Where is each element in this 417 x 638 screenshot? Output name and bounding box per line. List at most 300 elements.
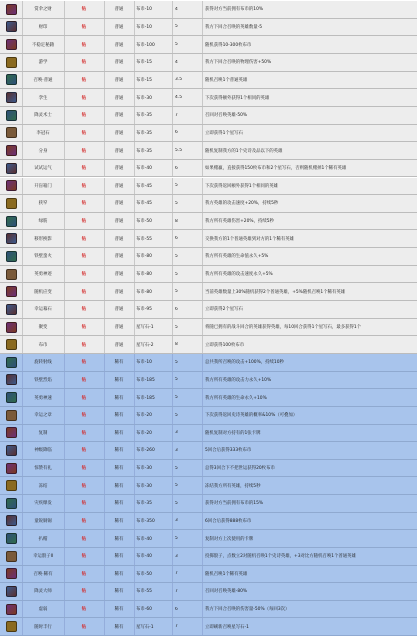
column-divider xyxy=(134,389,135,406)
card-mark: 钻 xyxy=(81,624,87,630)
table-row xyxy=(0,248,417,266)
card-art-icon xyxy=(6,163,17,174)
table-row xyxy=(0,460,417,478)
card-description: 总得3回合下不把世运获得20枚布币 xyxy=(205,466,275,472)
table-row xyxy=(0,407,417,425)
card-description: 我方所有英雄的生命永久+10% xyxy=(205,395,267,401)
card-mark: 钻 xyxy=(81,289,87,295)
card-name: 幸运骰子Ⅱ xyxy=(33,554,53,560)
column-divider xyxy=(64,266,65,283)
column-divider xyxy=(104,618,105,635)
column-divider xyxy=(64,407,65,424)
card-rarity: 普通 xyxy=(114,289,124,295)
column-divider xyxy=(22,442,23,459)
column-divider xyxy=(64,530,65,547)
card-rarity: 普通 xyxy=(114,7,124,13)
column-divider xyxy=(22,407,23,424)
card-icon-cell xyxy=(0,127,22,138)
column-divider xyxy=(202,372,203,389)
column-divider xyxy=(172,178,173,195)
card-price: 布币-80 xyxy=(136,254,152,260)
card-mark: 钻 xyxy=(81,24,87,30)
column-divider xyxy=(64,618,65,635)
column-divider xyxy=(134,248,135,265)
card-level: 5 xyxy=(175,500,178,506)
card-name: 分身 xyxy=(38,148,48,154)
column-divider xyxy=(134,195,135,212)
card-level: 3.5 xyxy=(175,77,182,83)
column-divider xyxy=(134,283,135,300)
card-mark: 钻 xyxy=(81,360,87,366)
card-level: 5 xyxy=(175,271,178,277)
card-name: 扒帽 xyxy=(38,536,48,542)
card-mark: 钻 xyxy=(81,554,87,560)
card-rarity: 普通 xyxy=(114,342,124,348)
column-divider xyxy=(202,530,203,547)
column-divider xyxy=(22,336,23,353)
card-level: 7 xyxy=(175,571,178,577)
column-divider xyxy=(202,548,203,565)
column-divider xyxy=(134,566,135,583)
card-mark: 钻 xyxy=(81,377,87,383)
card-name: 召唤·普通 xyxy=(33,77,53,83)
column-divider xyxy=(22,213,23,230)
card-icon-cell xyxy=(0,92,22,103)
card-description: 我方下回合召唤的英雄数量-5 xyxy=(205,24,263,30)
card-price: 布币-30 xyxy=(136,95,152,101)
column-divider xyxy=(172,89,173,106)
card-price: 布币-50 xyxy=(136,219,152,225)
column-divider xyxy=(64,19,65,36)
card-art-icon xyxy=(6,251,17,262)
column-divider xyxy=(202,583,203,600)
column-divider xyxy=(134,1,135,18)
card-name: 幸运幕石 xyxy=(34,307,52,313)
card-mark: 钻 xyxy=(81,501,87,507)
card-rarity: 稀有 xyxy=(114,448,124,454)
card-mark: 钻 xyxy=(81,219,87,225)
card-level: 6 xyxy=(175,606,178,612)
card-rarity: 普通 xyxy=(114,95,124,101)
column-divider xyxy=(104,477,105,494)
column-divider xyxy=(202,142,203,159)
card-icon-cell xyxy=(0,269,22,280)
card-art-icon xyxy=(6,374,17,385)
card-mark: 钻 xyxy=(81,413,87,419)
card-icon-cell xyxy=(0,410,22,421)
card-description: 立即获得100枚布币 xyxy=(205,342,245,348)
table-row xyxy=(0,195,417,213)
column-divider xyxy=(22,460,23,477)
card-level: 8 xyxy=(175,342,178,348)
card-level: 6 xyxy=(175,165,178,171)
column-divider xyxy=(134,460,135,477)
card-description: 我方英雄的攻击速度+20%，持续5秒 xyxy=(205,201,279,207)
card-price: 布币-40 xyxy=(136,166,152,172)
column-divider xyxy=(64,354,65,371)
card-icon-cell xyxy=(0,357,22,368)
card-name: 聚变 xyxy=(38,325,48,330)
column-divider xyxy=(64,477,65,494)
column-divider xyxy=(104,248,105,265)
card-rarity: 稀有 xyxy=(114,430,124,436)
card-price: 布币-55 xyxy=(136,236,152,242)
card-mark: 钻 xyxy=(81,395,87,401)
column-divider xyxy=(22,1,23,18)
column-divider xyxy=(172,583,173,600)
card-price: 布币-20 xyxy=(136,413,152,419)
column-divider xyxy=(104,460,105,477)
column-divider xyxy=(64,495,65,512)
card-description: 我方所有英雄的攻击速度永久+5% xyxy=(205,272,273,278)
table-row xyxy=(0,107,417,125)
card-icon-cell xyxy=(0,551,22,562)
table-row xyxy=(0,477,417,495)
card-price: 布币-10 xyxy=(136,24,152,30)
card-name: 移形换影 xyxy=(34,236,52,242)
card-rarity: 稀有 xyxy=(114,536,124,542)
card-level: 5 xyxy=(175,24,178,30)
column-divider xyxy=(202,178,203,195)
column-divider xyxy=(64,566,65,583)
card-art-icon xyxy=(6,145,17,156)
column-divider xyxy=(134,230,135,247)
card-art-icon xyxy=(6,198,17,209)
card-level: 7 xyxy=(175,588,178,594)
card-art-icon xyxy=(6,269,17,280)
column-divider xyxy=(172,372,173,389)
card-rarity: 普通 xyxy=(114,113,124,119)
card-level: 8 xyxy=(175,218,178,224)
card-name: 赏伞之财 xyxy=(34,7,52,13)
card-name: 狭窄 xyxy=(38,201,48,207)
table-row xyxy=(0,354,417,372)
column-divider xyxy=(134,495,135,512)
column-divider xyxy=(64,248,65,265)
card-art-icon xyxy=(6,216,17,227)
card-price: 布币-185 xyxy=(136,377,155,383)
column-divider xyxy=(22,266,23,283)
column-divider xyxy=(202,230,203,247)
card-icon-cell xyxy=(0,74,22,85)
column-divider xyxy=(172,301,173,318)
column-divider xyxy=(202,407,203,424)
card-art-icon xyxy=(6,480,17,491)
column-divider xyxy=(172,195,173,212)
card-rarity: 普通 xyxy=(114,254,124,260)
column-divider xyxy=(134,301,135,318)
column-divider xyxy=(134,19,135,36)
column-divider xyxy=(104,548,105,565)
column-divider xyxy=(134,372,135,389)
column-divider xyxy=(104,266,105,283)
card-description: 立即获得2个星写石 xyxy=(205,307,243,313)
table-row xyxy=(0,319,417,337)
card-level: 4.5 xyxy=(175,95,182,101)
column-divider xyxy=(22,601,23,618)
card-description: 当前英雄数量上30%随机获得2个普通英雄，+5%随机召唤1个稀有英雄 xyxy=(205,289,346,295)
card-price: 布币-60 xyxy=(136,607,152,613)
column-divider xyxy=(104,19,105,36)
column-divider xyxy=(202,107,203,124)
table-row xyxy=(0,36,417,54)
column-divider xyxy=(64,107,65,124)
card-price: 布币-80 xyxy=(136,272,152,278)
column-divider xyxy=(134,142,135,159)
card-art-icon xyxy=(6,92,17,103)
column-divider xyxy=(22,36,23,53)
column-divider xyxy=(104,566,105,583)
column-divider xyxy=(104,530,105,547)
card-description: 随机召唤1个稀有英雄 xyxy=(205,571,248,577)
column-divider xyxy=(202,618,203,635)
column-divider xyxy=(64,372,65,389)
card-description: 召回对召唤英雄-80% xyxy=(205,589,248,595)
card-level: 5 xyxy=(175,183,178,189)
card-level: 5 xyxy=(175,324,178,330)
column-divider xyxy=(202,319,203,336)
card-rarity: 普通 xyxy=(114,130,124,136)
column-divider xyxy=(22,195,23,212)
column-divider xyxy=(104,372,105,389)
card-name: 惊赞有礼 xyxy=(34,466,52,472)
column-divider xyxy=(64,336,65,353)
column-divider xyxy=(104,389,105,406)
column-divider xyxy=(172,125,173,142)
card-name: 试试运气 xyxy=(34,166,52,172)
card-description: 随机复制我方的1个史诗及品以下的英雄 xyxy=(205,148,283,154)
column-divider xyxy=(64,601,65,618)
card-rarity: 稀有 xyxy=(114,607,124,613)
column-divider xyxy=(172,389,173,406)
card-mark: 钻 xyxy=(81,183,87,189)
column-divider xyxy=(202,601,203,618)
column-divider xyxy=(22,513,23,530)
column-divider xyxy=(172,230,173,247)
column-divider xyxy=(134,548,135,565)
column-divider xyxy=(134,477,135,494)
card-name: 游学 xyxy=(38,60,48,66)
card-name: 神级降临 xyxy=(34,448,52,454)
column-divider xyxy=(22,618,23,635)
card-mark: 钻 xyxy=(81,95,87,101)
card-level: 4 xyxy=(175,6,178,12)
card-name: 英勇神迹 xyxy=(34,272,52,278)
table-row xyxy=(0,372,417,390)
column-divider xyxy=(22,372,23,389)
card-price: 星写石-1 xyxy=(136,624,154,630)
card-level: 6 xyxy=(175,236,178,242)
card-rarity: 普通 xyxy=(114,183,124,189)
card-price: 布币-40 xyxy=(136,554,152,560)
column-divider xyxy=(104,178,105,195)
column-divider xyxy=(64,36,65,53)
card-rarity: 普通 xyxy=(114,24,124,30)
card-mark: 钻 xyxy=(81,483,87,489)
card-name: 童锐铜锡 xyxy=(34,518,52,524)
column-divider xyxy=(64,72,65,89)
card-name: 铁壁烈焰 xyxy=(34,377,52,383)
card-mark: 钻 xyxy=(81,60,87,66)
card-rarity: 稀有 xyxy=(114,377,124,383)
column-divider xyxy=(64,125,65,142)
card-mark: 钻 xyxy=(81,130,87,136)
column-divider xyxy=(172,266,173,283)
card-description: 我方下回合召唤的伤害量-50%（每回3次） xyxy=(205,607,290,613)
column-divider xyxy=(134,89,135,106)
card-price: 布币-35 xyxy=(136,113,152,119)
card-price: 布币-80 xyxy=(136,289,152,295)
column-divider xyxy=(172,354,173,371)
card-name: 李冠石 xyxy=(36,130,50,136)
card-art-icon xyxy=(6,515,17,526)
card-icon-cell xyxy=(0,39,22,50)
column-divider xyxy=(134,319,135,336)
card-rarity: 稀有 xyxy=(114,501,124,507)
card-icon-cell xyxy=(0,251,22,262)
column-divider xyxy=(104,107,105,124)
column-divider xyxy=(202,513,203,530)
card-description: 我方所有英雄伤害+20%，持续5秒 xyxy=(205,219,274,225)
card-mark: 钻 xyxy=(81,342,87,348)
card-art-icon xyxy=(6,74,17,85)
column-divider xyxy=(22,248,23,265)
card-mark: 钻 xyxy=(81,166,87,172)
card-price: 布币-35 xyxy=(136,501,152,507)
card-icon-cell xyxy=(0,339,22,350)
column-divider xyxy=(22,160,23,177)
column-divider xyxy=(64,230,65,247)
column-divider xyxy=(22,283,23,300)
card-level: 5 xyxy=(175,412,178,418)
column-divider xyxy=(104,230,105,247)
card-art-icon xyxy=(6,4,17,15)
card-level: 5 xyxy=(175,253,178,259)
card-mark: 钻 xyxy=(81,466,87,472)
card-mark: 钻 xyxy=(81,430,87,436)
column-divider xyxy=(172,248,173,265)
card-price: 布币-20 xyxy=(136,430,152,436)
card-name: 英勇神速 xyxy=(34,395,52,401)
column-divider xyxy=(134,213,135,230)
column-divider xyxy=(202,283,203,300)
card-price: 布币-45 xyxy=(136,183,152,189)
card-rarity: 稀有 xyxy=(114,571,124,577)
card-mark: 钻 xyxy=(81,589,87,595)
table-row xyxy=(0,389,417,407)
card-icon-cell xyxy=(0,216,22,227)
column-divider xyxy=(64,178,65,195)
card-name: 冻结 xyxy=(38,483,48,489)
column-divider xyxy=(134,266,135,283)
card-level: 5.5 xyxy=(175,148,182,153)
card-level: 3 xyxy=(175,430,178,436)
column-divider xyxy=(64,319,65,336)
card-icon-cell xyxy=(0,110,22,121)
column-divider xyxy=(64,442,65,459)
column-divider xyxy=(172,477,173,494)
column-divider xyxy=(202,195,203,212)
card-description: 我方下回合召唤的物理伤害+50% xyxy=(205,60,272,66)
card-level: 5 xyxy=(175,377,178,383)
card-art-icon xyxy=(6,110,17,121)
column-divider xyxy=(202,477,203,494)
card-mark: 钻 xyxy=(81,148,87,154)
card-rarity: 稀有 xyxy=(114,360,124,366)
card-description: 交换我方的1个普通英雄到对方的1个稀有英雄 xyxy=(205,236,295,242)
column-divider xyxy=(134,425,135,442)
card-mark: 钻 xyxy=(81,448,87,454)
card-rarity: 普通 xyxy=(114,201,124,207)
card-rarity: 普通 xyxy=(114,325,124,330)
card-price: 布币-100 xyxy=(136,42,155,48)
card-rarity: 普通 xyxy=(114,219,124,225)
column-divider xyxy=(64,89,65,106)
card-icon-cell xyxy=(0,498,22,509)
card-description: 下次获得返回额外获得1个相同的英雄 xyxy=(205,183,279,189)
card-icon-cell xyxy=(0,533,22,544)
card-price: 布币-10 xyxy=(136,7,152,13)
table-row xyxy=(0,178,417,196)
column-divider xyxy=(134,601,135,618)
column-divider xyxy=(202,389,203,406)
card-level: 5 xyxy=(175,465,178,471)
table-row xyxy=(0,213,417,231)
card-mark: 钻 xyxy=(81,607,87,613)
column-divider xyxy=(202,425,203,442)
card-icon-cell xyxy=(0,233,22,244)
column-divider xyxy=(172,142,173,159)
card-icon-cell xyxy=(0,463,22,474)
column-divider xyxy=(64,283,65,300)
table-row xyxy=(0,548,417,566)
column-divider xyxy=(134,618,135,635)
column-divider xyxy=(172,460,173,477)
column-divider xyxy=(104,583,105,600)
card-level: 5 xyxy=(175,536,178,542)
column-divider xyxy=(134,125,135,142)
card-level: 5 xyxy=(175,200,178,206)
column-divider xyxy=(202,495,203,512)
card-mark: 钻 xyxy=(81,272,87,278)
column-divider xyxy=(134,354,135,371)
column-divider xyxy=(64,389,65,406)
column-divider xyxy=(22,125,23,142)
card-level: 6 xyxy=(175,130,178,136)
card-icon-cell xyxy=(0,4,22,15)
table-row xyxy=(0,72,417,90)
column-divider xyxy=(22,354,23,371)
card-price: 星写石-2 xyxy=(136,342,154,348)
card-art-icon xyxy=(6,533,17,544)
column-divider xyxy=(64,160,65,177)
column-divider xyxy=(22,495,23,512)
card-description: 下次获得额外获得1个相同的英雄 xyxy=(205,95,270,101)
column-divider xyxy=(202,213,203,230)
column-divider xyxy=(172,36,173,53)
column-divider xyxy=(134,583,135,600)
column-divider xyxy=(172,442,173,459)
column-divider xyxy=(134,530,135,547)
card-art-icon xyxy=(6,604,17,615)
column-divider xyxy=(22,107,23,124)
card-level: 3 xyxy=(175,518,178,524)
column-divider xyxy=(22,425,23,442)
column-divider xyxy=(104,283,105,300)
card-price: 布币-45 xyxy=(136,201,152,207)
column-divider xyxy=(202,36,203,53)
column-divider xyxy=(104,89,105,106)
